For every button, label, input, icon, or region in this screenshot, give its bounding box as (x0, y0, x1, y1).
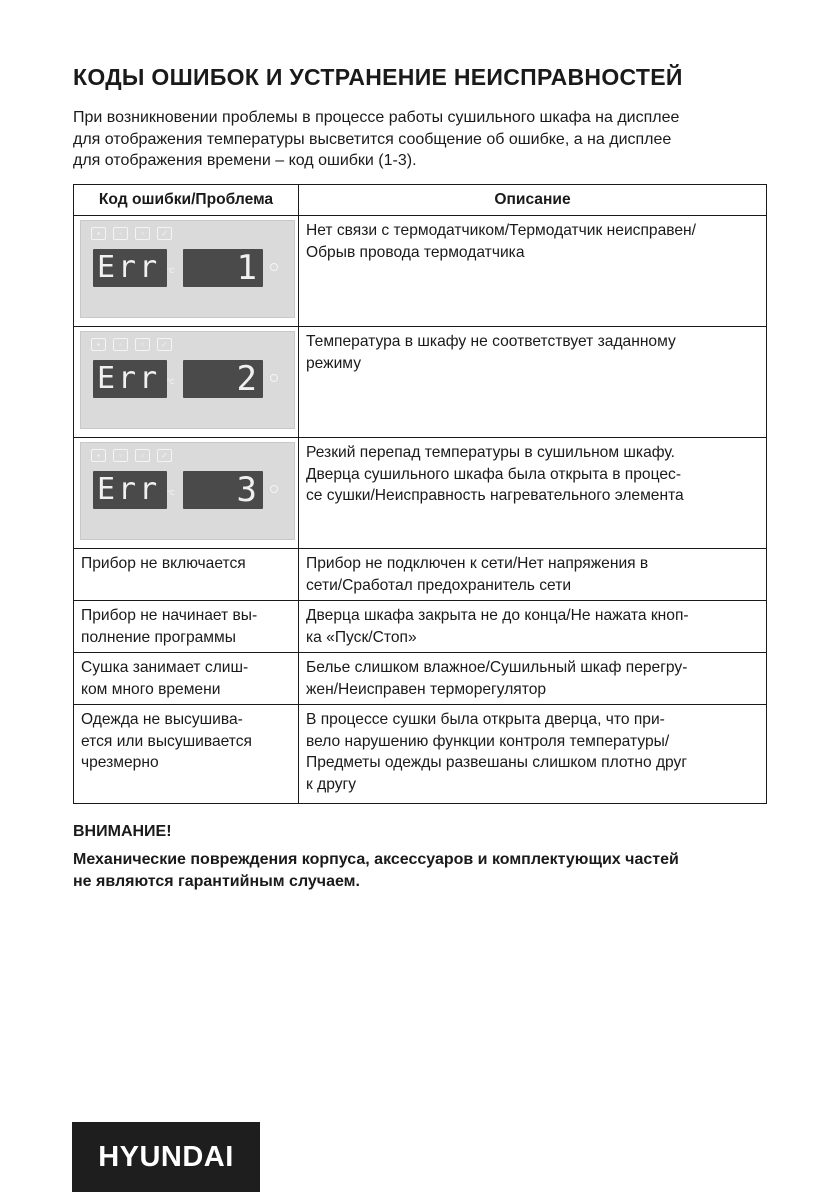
time-display: 3 (183, 471, 263, 509)
description-line: к другу (306, 775, 357, 793)
problem-line: Прибор не начинает вы- (81, 607, 258, 624)
check-icon: ✓ (157, 338, 172, 351)
description-line: Дверца шкафа закрыта не до конца/Не нажата кноп- (306, 607, 689, 624)
problem-line: ком много времени (81, 680, 221, 698)
temperature-display: Err (93, 360, 167, 398)
celsius-unit: °C (167, 490, 175, 497)
temperature-display: Err (93, 249, 167, 287)
program-icon: ▪ (91, 227, 106, 240)
timer-icon: ◦ (113, 338, 128, 351)
intro-line: для отображения температуры высветится сообщение об ошибке, а на дисплее (73, 130, 672, 148)
table-row (74, 653, 767, 705)
description-line: жен/Неисправен терморегулятор (306, 680, 547, 698)
timer-icon: ◦ (113, 227, 128, 240)
problem-cell (74, 601, 299, 653)
table-row (74, 705, 767, 804)
description-line: режиму (306, 354, 362, 372)
problem-cell (74, 549, 299, 601)
description-line: се сушки/Неисправность нагревательного элемента (306, 487, 684, 504)
problem-line: полнение программы (81, 628, 236, 646)
description-line: Обрыв провода термодатчика (306, 243, 525, 261)
description-line: вело нарушению функции контроля температуры/ (306, 732, 670, 750)
description-line: Прибор не подключен к сети/Нет напряжения в (306, 555, 649, 572)
description-line: В процессе сушки была открыта дверца, что при- (306, 711, 665, 728)
description-line: Предметы одежды развешаны слишком плотно друг (306, 754, 688, 771)
clock-icon (270, 374, 278, 382)
intro-paragraph (73, 107, 773, 172)
intro-line: При возникновении проблемы в процессе работы сушильного шкафа на дисплее (73, 109, 680, 126)
table-header-row (74, 185, 767, 216)
control-panel-image (80, 220, 295, 318)
description-cell (299, 327, 767, 438)
table-row (74, 216, 767, 327)
celsius-unit: °C (167, 268, 175, 275)
description-cell (299, 601, 767, 653)
intro-line: для отображения времени – код ошибки (1-3). (73, 152, 417, 169)
note-line: Механические повреждения корпуса, аксессуаров и комплектующих частей (73, 851, 679, 868)
celsius-unit: °C (167, 379, 175, 386)
problem-cell (74, 653, 299, 705)
power-icon: ▫ (135, 338, 150, 351)
program-icon: ▪ (91, 449, 106, 462)
description-cell (299, 653, 767, 705)
program-icon: ▪ (91, 338, 106, 351)
description-line: Резкий перепад температуры в сушильном шкафу. (306, 444, 675, 461)
check-icon: ✓ (157, 227, 172, 240)
power-icon: ▫ (135, 449, 150, 462)
table-row (74, 549, 767, 601)
check-icon: ✓ (157, 449, 172, 462)
problem-line: Сушка занимает слиш- (81, 659, 249, 676)
display-cell (74, 327, 299, 438)
control-panel-image (80, 442, 295, 540)
page-title: КОДЫ ОШИБОК И УСТРАНЕНИЕ НЕИСПРАВНОСТЕЙ (73, 64, 683, 90)
problem-line: Одежда не высушива- (81, 711, 243, 728)
problem-cell (74, 705, 299, 804)
error-codes-table (73, 184, 767, 804)
attention-label: ВНИМАНИЕ! (73, 823, 172, 840)
description-line: Нет связи с термодатчиком/Термодатчик неисправен/ (306, 222, 696, 239)
problem-line: чрезмерно (81, 754, 159, 771)
temperature-display: Err (93, 471, 167, 509)
table-row (74, 438, 767, 549)
time-display: 2 (183, 360, 263, 398)
description-cell (299, 549, 767, 601)
description-line: Температура в шкафу не соответствует заданному (306, 333, 676, 350)
note-line: не являются гарантийным случаем. (73, 873, 360, 890)
header-code: Код ошибки/Проблема (74, 185, 299, 216)
warranty-note (73, 849, 773, 893)
description-cell (299, 216, 767, 327)
time-display: 1 (183, 249, 263, 287)
control-panel-image (80, 331, 295, 429)
brand-logo: HYUNDAI (72, 1122, 260, 1192)
description-cell (299, 438, 767, 549)
problem-line: Прибор не включается (81, 555, 246, 572)
power-icon: ▫ (135, 227, 150, 240)
problem-line: ется или высушивается (81, 732, 252, 750)
description-cell (299, 705, 767, 804)
table-row (74, 601, 767, 653)
display-cell (74, 438, 299, 549)
description-line: Дверца сушильного шкафа была открыта в процес- (306, 465, 682, 483)
description-line: Белье слишком влажное/Сушильный шкаф перегру- (306, 659, 688, 676)
description-line: ка «Пуск/Стоп» (306, 628, 417, 646)
description-line: сети/Сработал предохранитель сети (306, 576, 572, 594)
clock-icon (270, 485, 278, 493)
header-description: Описание (299, 185, 767, 216)
clock-icon (270, 263, 278, 271)
timer-icon: ◦ (113, 449, 128, 462)
display-cell (74, 216, 299, 327)
table-row (74, 327, 767, 438)
